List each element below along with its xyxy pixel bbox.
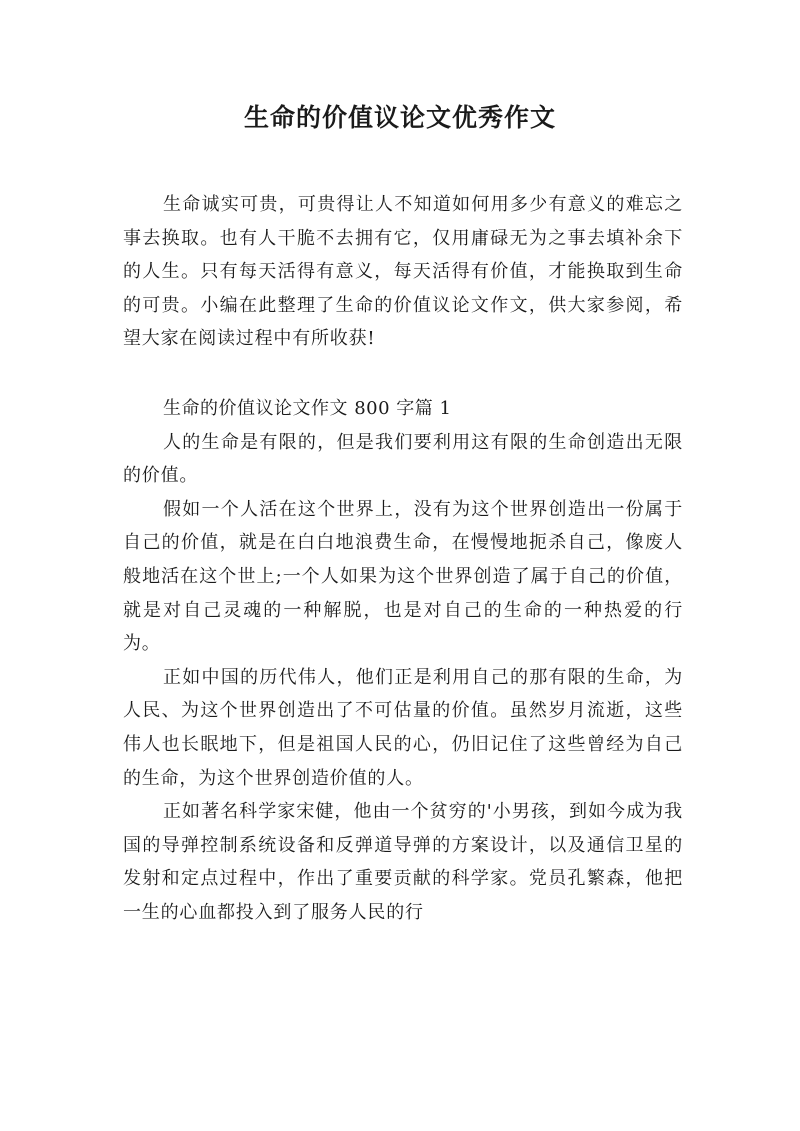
document-body	[123, 188, 683, 929]
body-paragraph: 正如著名科学家宋健，他由一个贫穷的'小男孩，到如今成为我国的导弹控制系统设备和反弹道导弹的方案设计，以及通信卫星的发射和定点过程中，作出了重要贡献的科学家。党员孔繁森，他把一生的心血都投入到了服务人民的行	[123, 801, 683, 923]
body-paragraph: 假如一个人活在这个世界上，没有为这个世界创造出一份属于自己的价值，就是在白白地浪费生命，在慢慢地扼杀自己，像废人般地活在这个世上;一个人如果为这个世界创造了属于自己的价值，就是对自己灵魂的一种解脱，也是对自己的生命的一种热爱的行为。	[123, 498, 683, 655]
intro-paragraph: 生命诚实可贵，可贵得让人不知道如何用多少有意义的难忘之事去换取。也有人干脆不去拥有它，仅用庸碌无为之事去填补余下的人生。只有每天活得有意义，每天活得有价值，才能换取到生命的可贵。小编在此整理了生命的价值议论文作文，供大家参阅，希望大家在阅读过程中有所收获!	[123, 194, 683, 350]
body-paragraph: 人的生命是有限的，但是我们要利用这有限的生命创造出无限的价值。	[123, 431, 683, 487]
body-paragraph: 正如中国的历代伟人，他们正是利用自己的那有限的生命，为人民、为这个世界创造出了不可估量的价值。虽然岁月流逝，这些伟人也长眠地下，但是祖国人民的心，仍旧记住了这些曾经为自己的生命，为这个世界创造价值的人。	[123, 666, 683, 789]
document-title: 生命的价值议论文优秀作文	[243, 103, 556, 132]
section-heading: 生命的价值议论文作文 800 字篇 1	[163, 397, 452, 419]
